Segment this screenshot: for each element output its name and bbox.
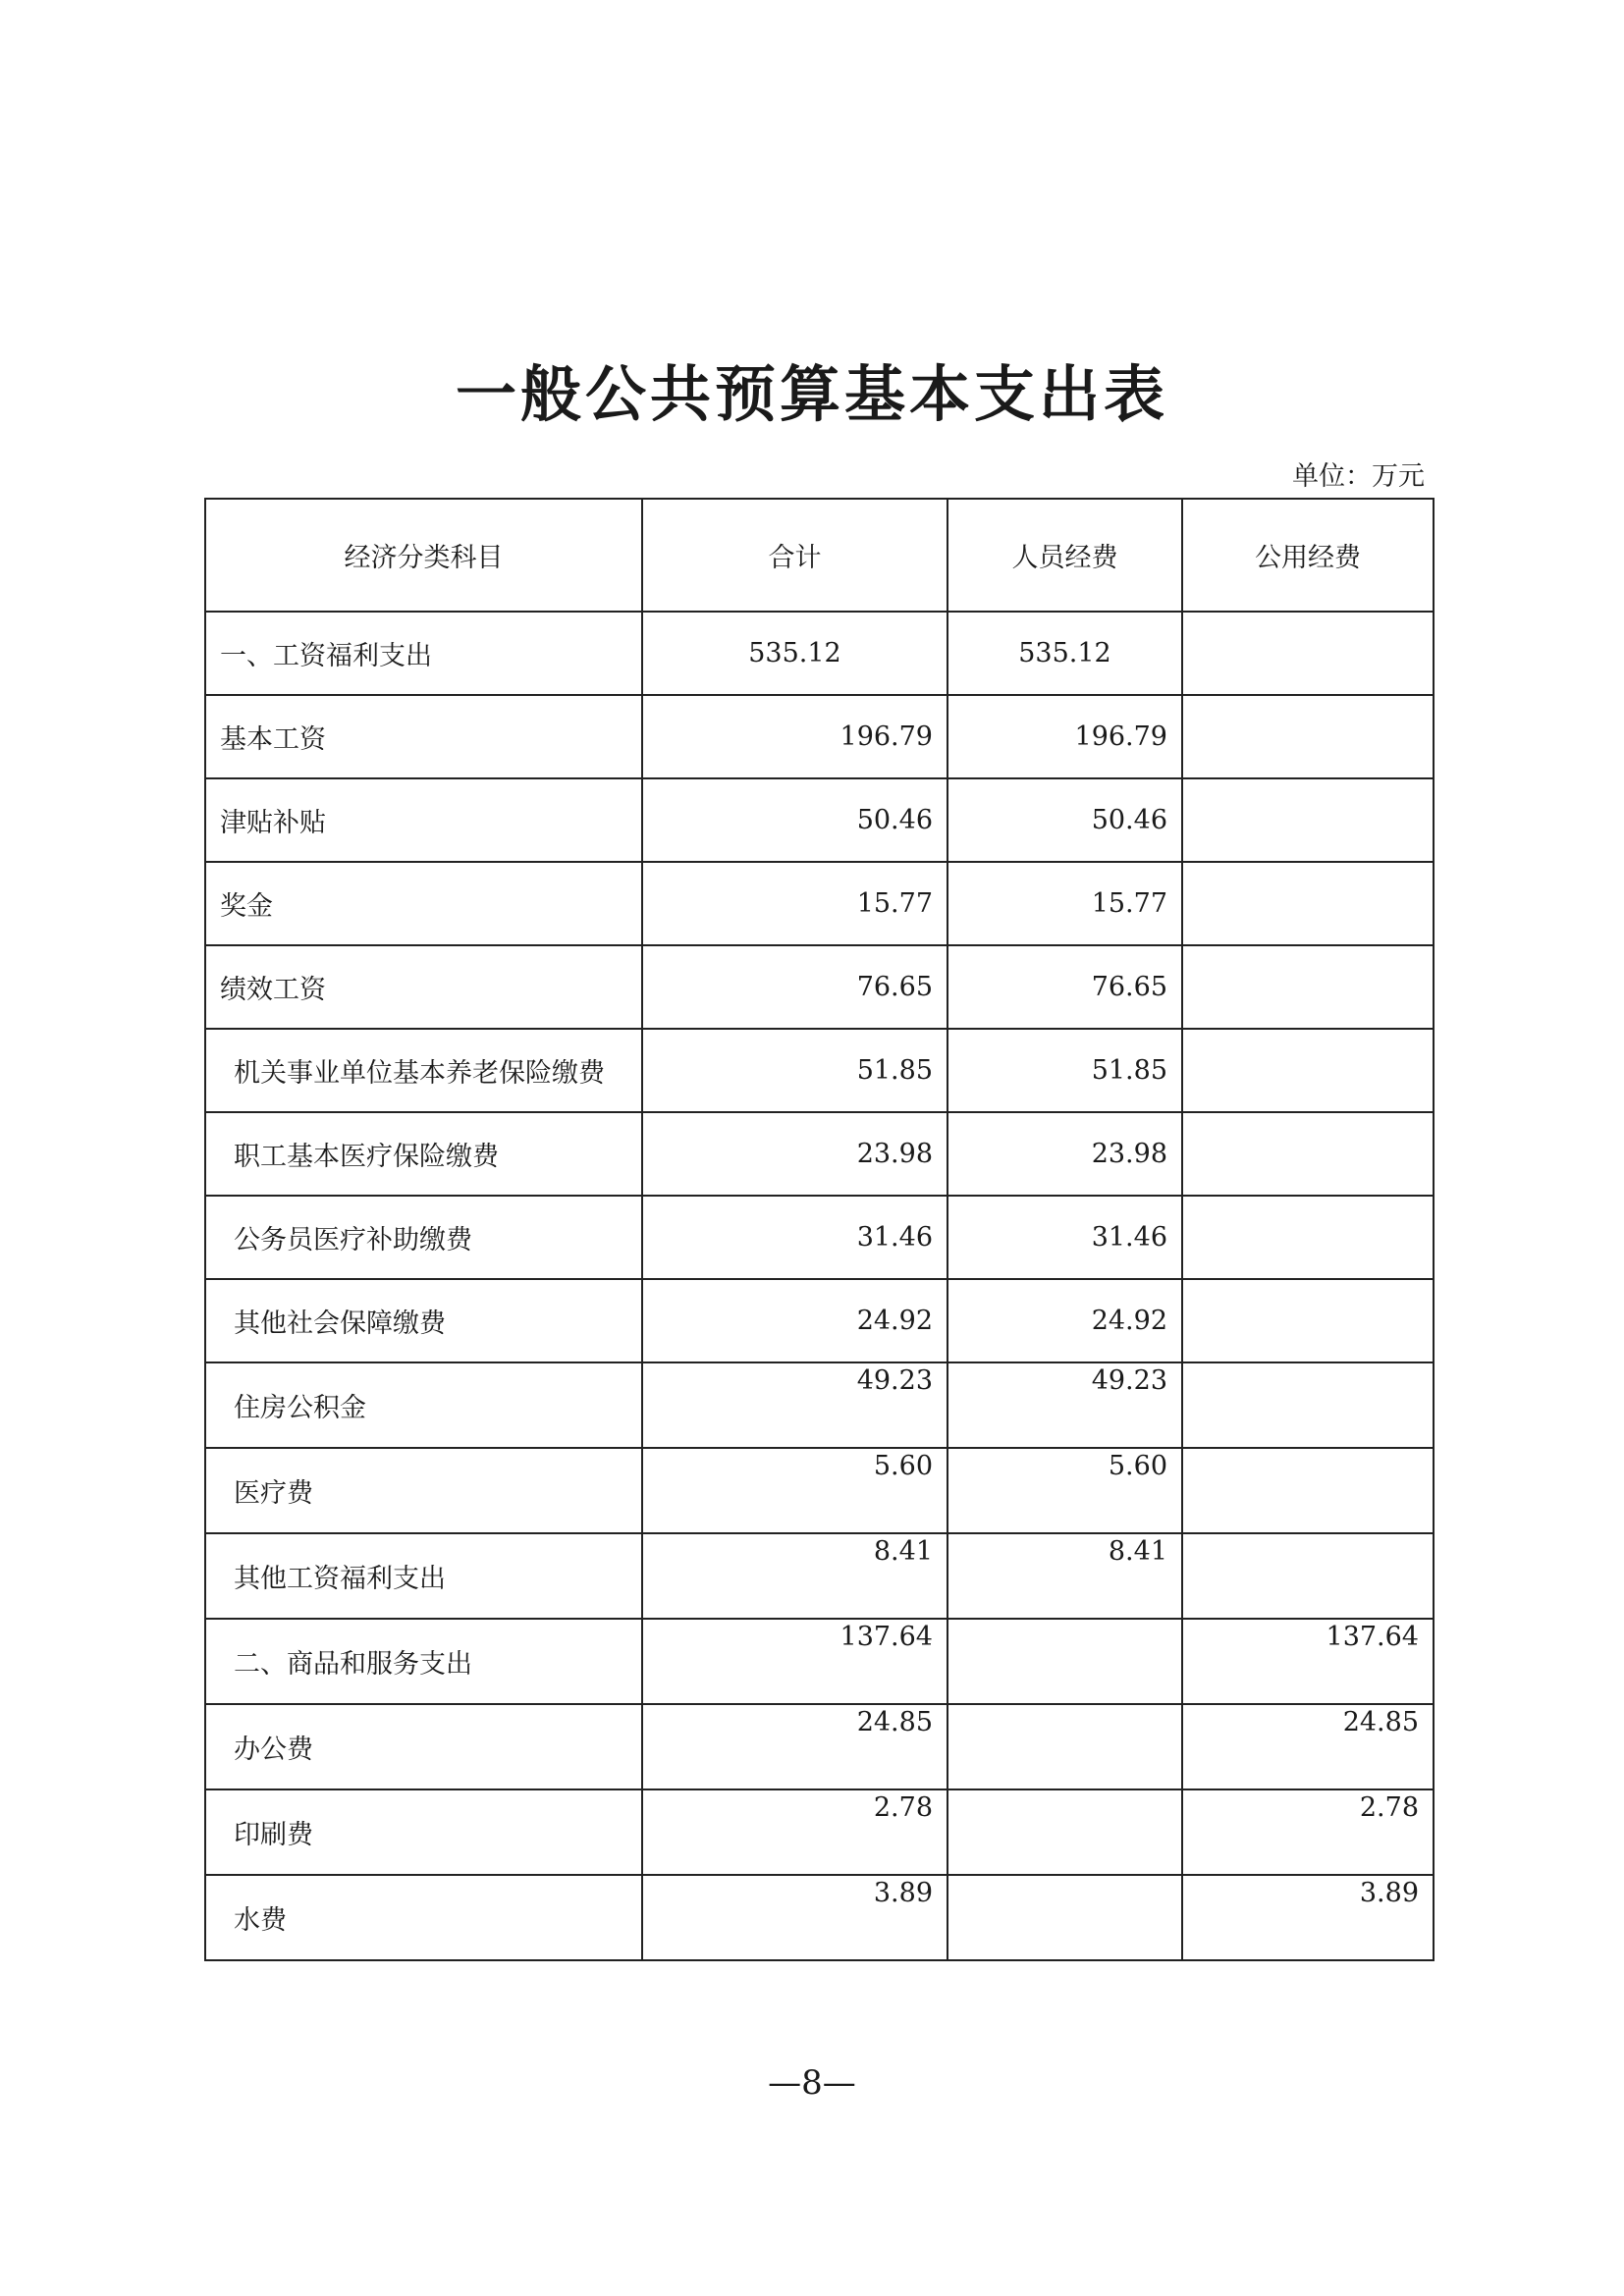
- row-public: [1182, 1112, 1434, 1196]
- budget-table: [204, 498, 1435, 1961]
- row-name: 印刷费: [205, 1789, 642, 1875]
- row-total: 3.89: [642, 1875, 947, 1960]
- table-row: [205, 612, 1434, 695]
- table-row: [205, 1448, 1434, 1533]
- row-personnel: 535.12: [947, 612, 1182, 695]
- row-name: 机关事业单位基本养老保险缴费: [205, 1029, 642, 1112]
- row-total: 24.85: [642, 1704, 947, 1789]
- row-total: 15.77: [642, 862, 947, 945]
- row-public: [1182, 945, 1434, 1029]
- row-public: [1182, 1533, 1434, 1619]
- row-name: 其他工资福利支出: [205, 1533, 642, 1619]
- table-row: [205, 1196, 1434, 1279]
- row-personnel: 23.98: [947, 1112, 1182, 1196]
- row-public: 3.89: [1182, 1875, 1434, 1960]
- row-total: 49.23: [642, 1362, 947, 1448]
- row-name: 住房公积金: [205, 1362, 642, 1448]
- row-personnel: [947, 1704, 1182, 1789]
- row-name: 津贴补贴: [205, 778, 642, 862]
- row-total: 535.12: [642, 612, 947, 695]
- table-row: [205, 1112, 1434, 1196]
- row-personnel: [947, 1875, 1182, 1960]
- row-personnel: 50.46: [947, 778, 1182, 862]
- row-name: 基本工资: [205, 695, 642, 778]
- table-row: [205, 1279, 1434, 1362]
- table-row: [205, 1789, 1434, 1875]
- row-public: [1182, 695, 1434, 778]
- row-name: 二、商品和服务支出: [205, 1619, 642, 1704]
- row-public: [1182, 1448, 1434, 1533]
- row-name: 公务员医疗补助缴费: [205, 1196, 642, 1279]
- row-public: [1182, 612, 1434, 695]
- row-personnel: 24.92: [947, 1279, 1182, 1362]
- table-row: [205, 1029, 1434, 1112]
- row-public: 137.64: [1182, 1619, 1434, 1704]
- table-row: [205, 1619, 1434, 1704]
- row-name: 其他社会保障缴费: [205, 1279, 642, 1362]
- row-personnel: 196.79: [947, 695, 1182, 778]
- row-personnel: 31.46: [947, 1196, 1182, 1279]
- row-public: [1182, 778, 1434, 862]
- row-total: 50.46: [642, 778, 947, 862]
- row-total: 5.60: [642, 1448, 947, 1533]
- row-total: 8.41: [642, 1533, 947, 1619]
- row-total: 51.85: [642, 1029, 947, 1112]
- row-personnel: [947, 1789, 1182, 1875]
- table-row: [205, 1362, 1434, 1448]
- header-category: 经济分类科目: [205, 499, 642, 612]
- row-public: [1182, 1029, 1434, 1112]
- row-name: 办公费: [205, 1704, 642, 1789]
- header-personnel: 人员经费: [947, 499, 1182, 612]
- row-personnel: 5.60: [947, 1448, 1182, 1533]
- table-row: [205, 778, 1434, 862]
- table-row: [205, 1533, 1434, 1619]
- row-public: [1182, 1196, 1434, 1279]
- table-row: [205, 862, 1434, 945]
- row-name: 奖金: [205, 862, 642, 945]
- header-total: 合计: [642, 499, 947, 612]
- header-public: 公用经费: [1182, 499, 1434, 612]
- row-public: [1182, 1279, 1434, 1362]
- table-row: [205, 1875, 1434, 1960]
- row-personnel: 49.23: [947, 1362, 1182, 1448]
- row-total: 76.65: [642, 945, 947, 1029]
- row-personnel: 76.65: [947, 945, 1182, 1029]
- row-personnel: 8.41: [947, 1533, 1182, 1619]
- row-public: [1182, 862, 1434, 945]
- row-personnel: 51.85: [947, 1029, 1182, 1112]
- row-personnel: [947, 1619, 1182, 1704]
- unit-label: 单位：万元: [1292, 461, 1425, 492]
- row-total: 137.64: [642, 1619, 947, 1704]
- table-row: [205, 1704, 1434, 1789]
- row-total: 23.98: [642, 1112, 947, 1196]
- row-name: 水费: [205, 1875, 642, 1960]
- row-name: 一、工资福利支出: [205, 612, 642, 695]
- page-number: —8—: [768, 2063, 856, 2103]
- page-title: 一般公共预算基本支出表: [455, 358, 1168, 430]
- row-total: 31.46: [642, 1196, 947, 1279]
- row-public: [1182, 1362, 1434, 1448]
- row-total: 2.78: [642, 1789, 947, 1875]
- row-total: 196.79: [642, 695, 947, 778]
- table-row: [205, 695, 1434, 778]
- row-name: 职工基本医疗保险缴费: [205, 1112, 642, 1196]
- row-total: 24.92: [642, 1279, 947, 1362]
- row-personnel: 15.77: [947, 862, 1182, 945]
- row-public: 2.78: [1182, 1789, 1434, 1875]
- row-public: 24.85: [1182, 1704, 1434, 1789]
- table-row: [205, 945, 1434, 1029]
- row-name: 医疗费: [205, 1448, 642, 1533]
- row-name: 绩效工资: [205, 945, 642, 1029]
- table-header-row: [205, 499, 1434, 612]
